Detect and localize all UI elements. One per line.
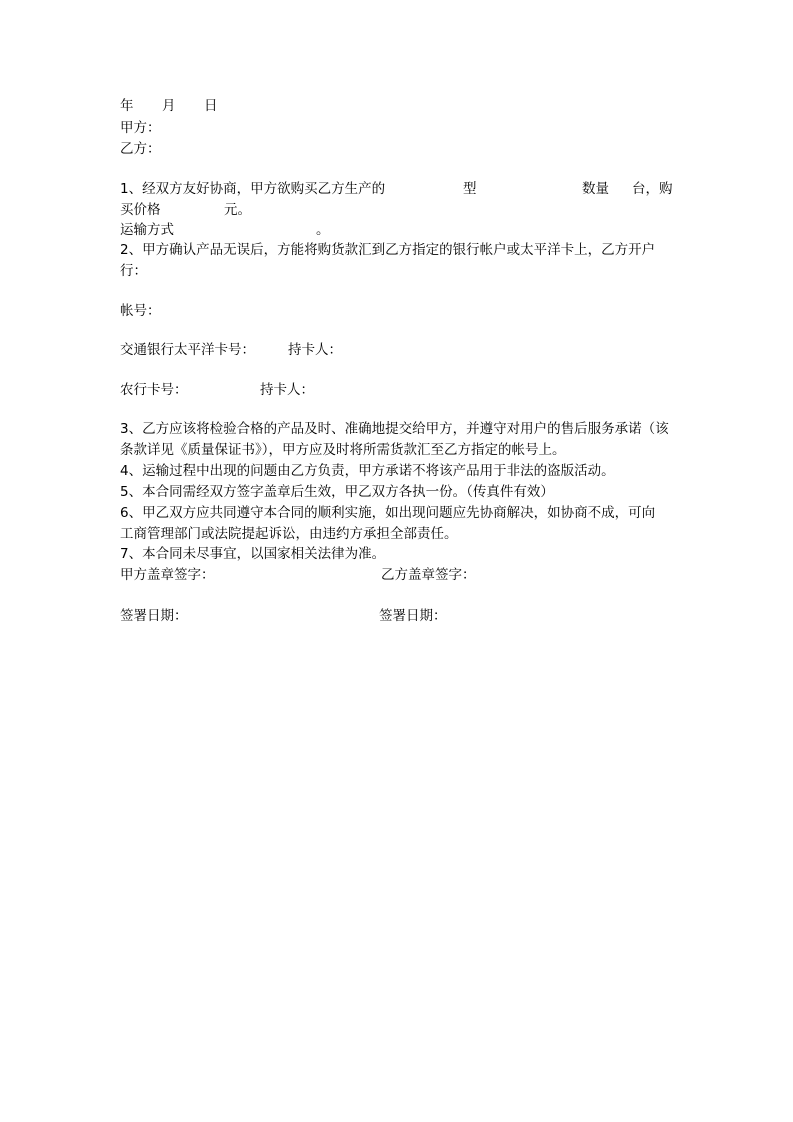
clause1-transport-label: 运输方式: [120, 222, 174, 238]
clause5: 5、本合同需经双方签字盖章后生效，甲乙双方各执一份。（传真件有效）: [120, 484, 554, 500]
clause1-price-label: 买价格: [120, 202, 161, 218]
clause2-line2: 行：: [120, 263, 147, 279]
clause1-transport-end: 。: [316, 222, 330, 238]
clause7: 7、本合同未尽事宜，以国家相关法律为准。: [120, 546, 386, 562]
clause6-line1: 6、甲乙双方应共同遵守本合同的顺利实施，如出现问题应先协商解决，如协商不成，可向: [120, 505, 656, 521]
party-b-date-label: 签署日期：: [379, 608, 447, 624]
clause3-line1: 3、乙方应该将检验合格的产品及时、准确地提交给甲方，并遵守对用户的售后服务承诺（该: [120, 421, 669, 437]
bocom-card-label: 交通银行太平洋卡号：: [120, 342, 255, 358]
date-year: 年: [120, 98, 134, 114]
clause1-quantity-label: 数量: [582, 181, 609, 197]
clause4: 4、运输过程中出现的问题由乙方负责，甲方承诺不将该产品用于非法的盗版活动。: [120, 463, 615, 479]
clause1-model-label: 型: [463, 181, 477, 197]
clause1-yuan-label: 元。: [224, 202, 251, 218]
party-a-seal-label: 甲方盖章签字：: [120, 567, 215, 583]
abc-card-label: 农行卡号：: [120, 382, 188, 398]
clause1-unit-label: 台，购: [632, 181, 673, 197]
clause3-line2: 条款详见《质量保证书》），甲方应及时将所需货款汇至乙方指定的帐号上。: [120, 442, 566, 458]
date-day: 日: [204, 98, 218, 114]
bocom-holder-label: 持卡人：: [288, 342, 342, 358]
clause2-line1: 2、甲方确认产品无误后，方能将购货款汇到乙方指定的银行帐户或太平洋卡上，乙方开户: [120, 242, 656, 258]
party-a-label: 甲方：: [120, 120, 161, 136]
party-b-seal-label: 乙方盖章签字：: [381, 567, 476, 583]
abc-holder-label: 持卡人：: [260, 382, 314, 398]
clause1-text: 1、经双方友好协商，甲方欲购买乙方生产的: [120, 181, 386, 197]
party-b-label: 乙方：: [120, 141, 161, 157]
party-a-date-label: 签署日期：: [120, 608, 188, 624]
clause6-line2: 工商管理部门或法院提起诉讼，由违约方承担全部责任。: [120, 526, 458, 542]
account-label: 帐号：: [120, 303, 161, 319]
date-month: 月: [162, 98, 176, 114]
